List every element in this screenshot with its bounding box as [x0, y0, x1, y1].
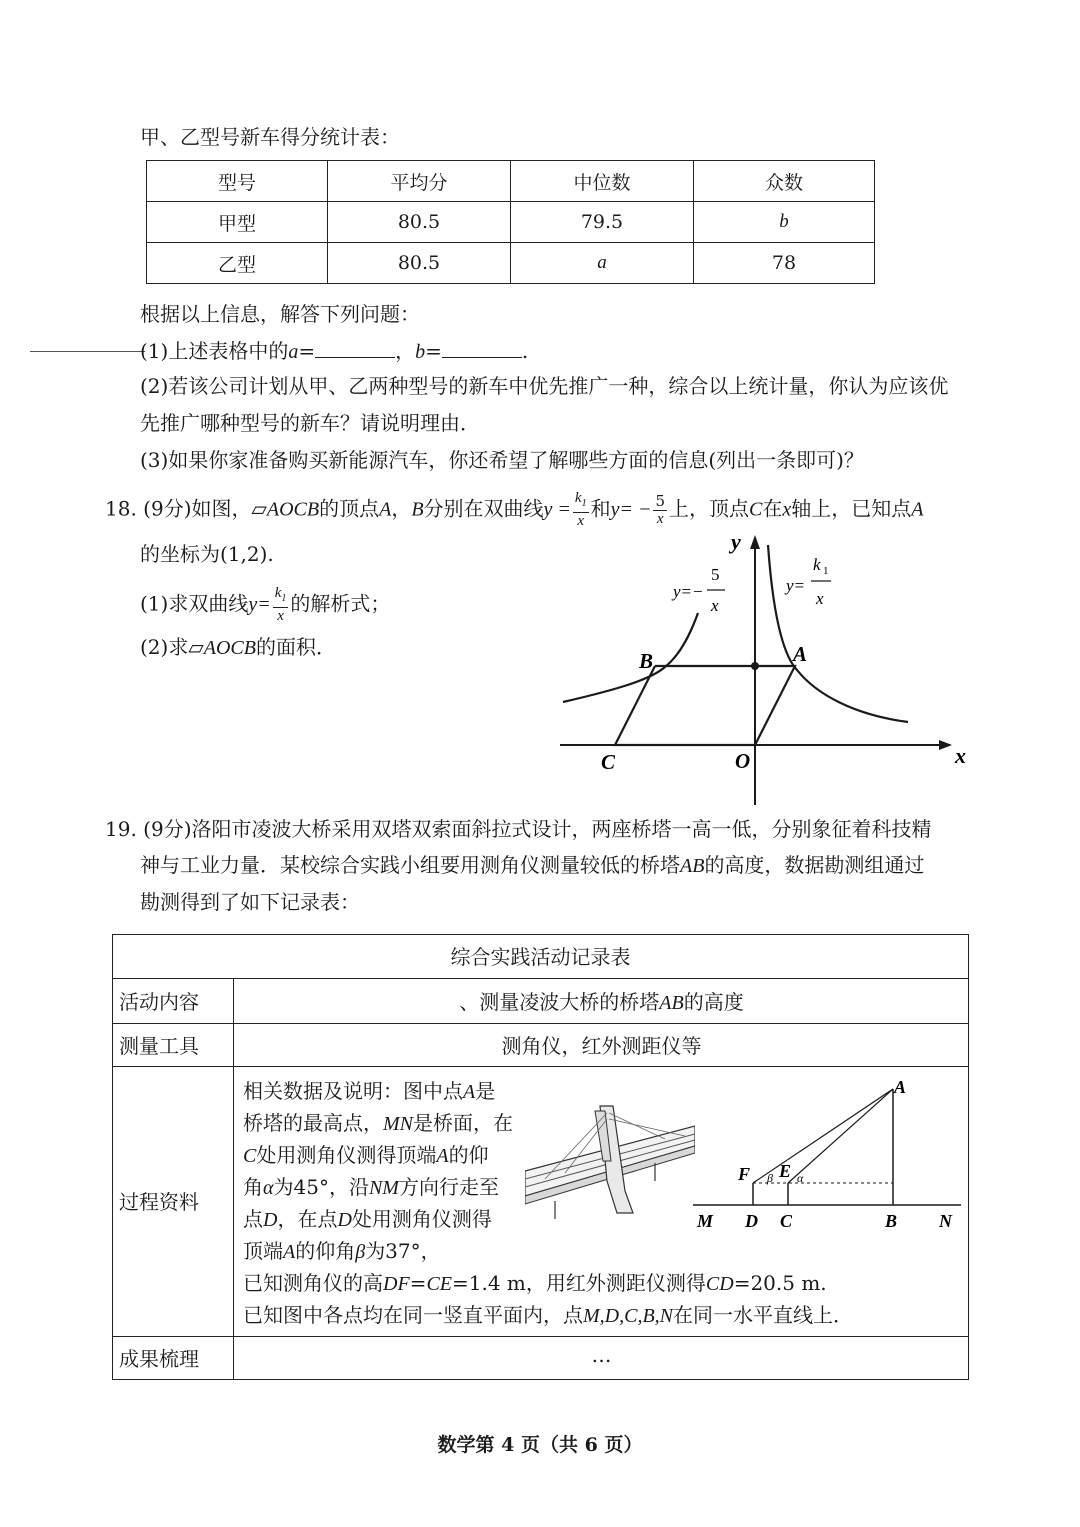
header-cell: 中位数 [511, 161, 694, 202]
left-curve-denominator: x [711, 596, 719, 615]
q17-part3: (3)如果你家准备购买新能源汽车，你还希望了解哪些方面的信息(列出一条即可)？ [140, 448, 864, 472]
x-axis-arrow [939, 740, 952, 750]
equals: = [298, 339, 316, 363]
point-c-label: C [601, 750, 616, 774]
right-hyperbola-curve [768, 545, 908, 722]
table-cell: 79.5 [511, 202, 694, 243]
record-table [112, 934, 969, 1380]
x-axis-label: x [955, 743, 966, 768]
y-equals-neg: y= − [610, 498, 652, 521]
table-row [147, 202, 875, 243]
text: 轴上，已知点 [791, 496, 912, 521]
row-label-results: 成果梳理 [119, 1347, 199, 1371]
process-desc-2: 桥塔的最高点，MN是桥面，在 [243, 1111, 513, 1135]
q18-sub2: (2)求▱AOCB的面积． [140, 635, 336, 659]
text: 和 [590, 496, 611, 521]
measurement-diagram [693, 1077, 965, 1237]
right-curve-denominator: x [816, 589, 824, 608]
answer-blank-b[interactable] [442, 339, 522, 358]
q17-part2-line1: (2)若该公司计划从甲、乙两种型号的新车中优先推广一种，综合以上统计量，你认为应该优 [140, 374, 949, 398]
table-row [147, 243, 875, 284]
comma: ， [395, 339, 416, 363]
row-label-content: 活动内容 [119, 990, 199, 1014]
q19-line3: 勘测得到了如下记录表： [140, 890, 360, 914]
answer-blank-a[interactable] [315, 339, 395, 358]
part1-text: (1)上述表格中的 [140, 339, 289, 363]
row-divider [113, 978, 968, 979]
process-desc-4: 角α为45°，沿NM方向行走至 [243, 1175, 499, 1199]
left-curve-equation: y=− [673, 582, 704, 601]
q17-part2-line2: 先推广哪种型号的新车？请说明理由． [140, 411, 480, 435]
score-table [146, 160, 875, 284]
angle-beta-label: β [767, 1171, 773, 1185]
process-desc-5: 点D，在点D处用测角仪测得 [243, 1207, 492, 1231]
q18-line1 [105, 490, 923, 530]
row-value-tools: 测角仪，红外测距仪等 [501, 1034, 702, 1058]
left-hyperbola-curve [563, 613, 698, 702]
row-label-tools: 测量工具 [119, 1034, 199, 1058]
row-divider [113, 1023, 968, 1024]
var-a: a [288, 341, 299, 363]
bridge-illustration [525, 1101, 695, 1225]
point-n-label: N [939, 1211, 952, 1231]
right-curve-subscript: 1 [823, 565, 829, 577]
left-curve-numerator: 5 [711, 565, 720, 584]
shape-name: AOCB [266, 498, 320, 521]
q17-part1 [140, 337, 528, 366]
q18-head: 18. (9分)如图， [105, 496, 252, 521]
parallelogram-symbol: ▱ [251, 496, 267, 521]
right-curve-numerator: k [813, 555, 821, 574]
header-cell: 型号 [147, 161, 328, 202]
text: 的顶点 [319, 496, 380, 521]
q19-line2: 神与工业力量．某校综合实践小组要用测角仪测量较低的桥塔AB的高度，数据勘测组通过 [140, 853, 925, 877]
point-a: A [911, 498, 924, 521]
equals: = [425, 339, 442, 363]
y-intercept-dot [751, 662, 759, 670]
page-footer: 数学第 4 页（共 6 页） [437, 1434, 643, 1456]
fraction-5-x: $\frac{5}{x}$ [655, 491, 666, 527]
text: 上，顶点 [669, 496, 750, 521]
row-divider [113, 1336, 968, 1337]
q18-sub1: (1)求双曲线y= $\frac{k_1}{x}$ 的解析式； [140, 585, 391, 624]
y-equals: y = [543, 498, 571, 521]
text: 分别在双曲线 [423, 496, 544, 521]
row-label-process: 过程资料 [119, 1190, 199, 1214]
point-e-label: E [779, 1161, 792, 1181]
fraction-k1-x: $\frac{k_1}{x}$ [274, 585, 287, 624]
table-header-row [147, 161, 875, 202]
sight-line-e [788, 1089, 893, 1183]
point-a-label: A [793, 642, 808, 666]
period: . [521, 339, 529, 363]
y-axis-arrow [750, 535, 760, 549]
process-desc-7: 已知测角仪的高DF=CE=1.4 m，用红外测距仪测得CD=20.5 m. [243, 1271, 827, 1295]
point-b: B [411, 498, 424, 521]
point-c-label: C [780, 1211, 793, 1231]
q17-intro: 根据以上信息，解答下列问题： [140, 302, 420, 326]
y-axis-label: y [731, 529, 741, 554]
table-cell: 80.5 [328, 202, 511, 243]
right-curve-equation: y= [786, 576, 806, 595]
point-f-label: F [738, 1164, 751, 1184]
point-c: C [749, 498, 763, 521]
table-cell: 乙型 [147, 243, 328, 284]
column-divider [233, 978, 234, 1379]
point-a-label: A [894, 1077, 907, 1097]
header-cell: 众数 [694, 161, 875, 202]
point-m-label: M [697, 1211, 714, 1231]
pen-mark [30, 351, 145, 352]
q18-line2: 的坐标为(1,2). [140, 542, 274, 566]
process-desc-3: C处用测角仪测得顶端A的仰 [243, 1143, 489, 1167]
q19-line1: 19. (9分)洛阳市凌波大桥采用双塔双索面斜拉式设计，两座桥塔一高一低，分别象征着科技精 [105, 817, 932, 841]
header-cell: 平均分 [328, 161, 511, 202]
record-title: 综合实践活动记录表 [450, 945, 631, 969]
process-desc-8: 已知图中各点均在同一竖直平面内，点M,D,C,B,N在同一水平直线上． [243, 1303, 853, 1327]
table-cell: 78 [694, 243, 875, 284]
text: 在 [762, 496, 783, 521]
process-desc-1: 相关数据及说明：图中点A是 [243, 1079, 496, 1103]
table-cell: 甲型 [147, 202, 328, 243]
point-a: A [379, 498, 392, 521]
point-d-label: D [745, 1211, 758, 1231]
stay-cable [609, 1119, 685, 1136]
row-value-results: … [591, 1343, 612, 1367]
angle-alpha-label: α [797, 1171, 804, 1185]
hyperbola-graph [555, 525, 985, 810]
table-intro: 甲、乙型号新车得分统计表： [140, 125, 400, 149]
point-b-label: B [639, 649, 654, 673]
fraction-k1-x: $\frac{k_1}{x}$ [574, 490, 587, 529]
sep: ， [391, 496, 412, 521]
point-b-label: B [885, 1211, 898, 1231]
process-desc-6: 顶端A的仰角β为37°， [243, 1239, 441, 1263]
table-cell: 80.5 [328, 243, 511, 284]
sight-line-f [753, 1089, 893, 1183]
x-var: x [782, 498, 792, 521]
table-cell: a [511, 243, 694, 284]
table-cell: b [694, 202, 875, 243]
var-b: b [415, 341, 426, 363]
parallelogram-aocb [615, 666, 795, 745]
row-divider [113, 1066, 968, 1067]
row-value-content: 、测量凌波大桥的桥塔AB的高度 [459, 990, 744, 1014]
origin-label: O [735, 749, 751, 773]
